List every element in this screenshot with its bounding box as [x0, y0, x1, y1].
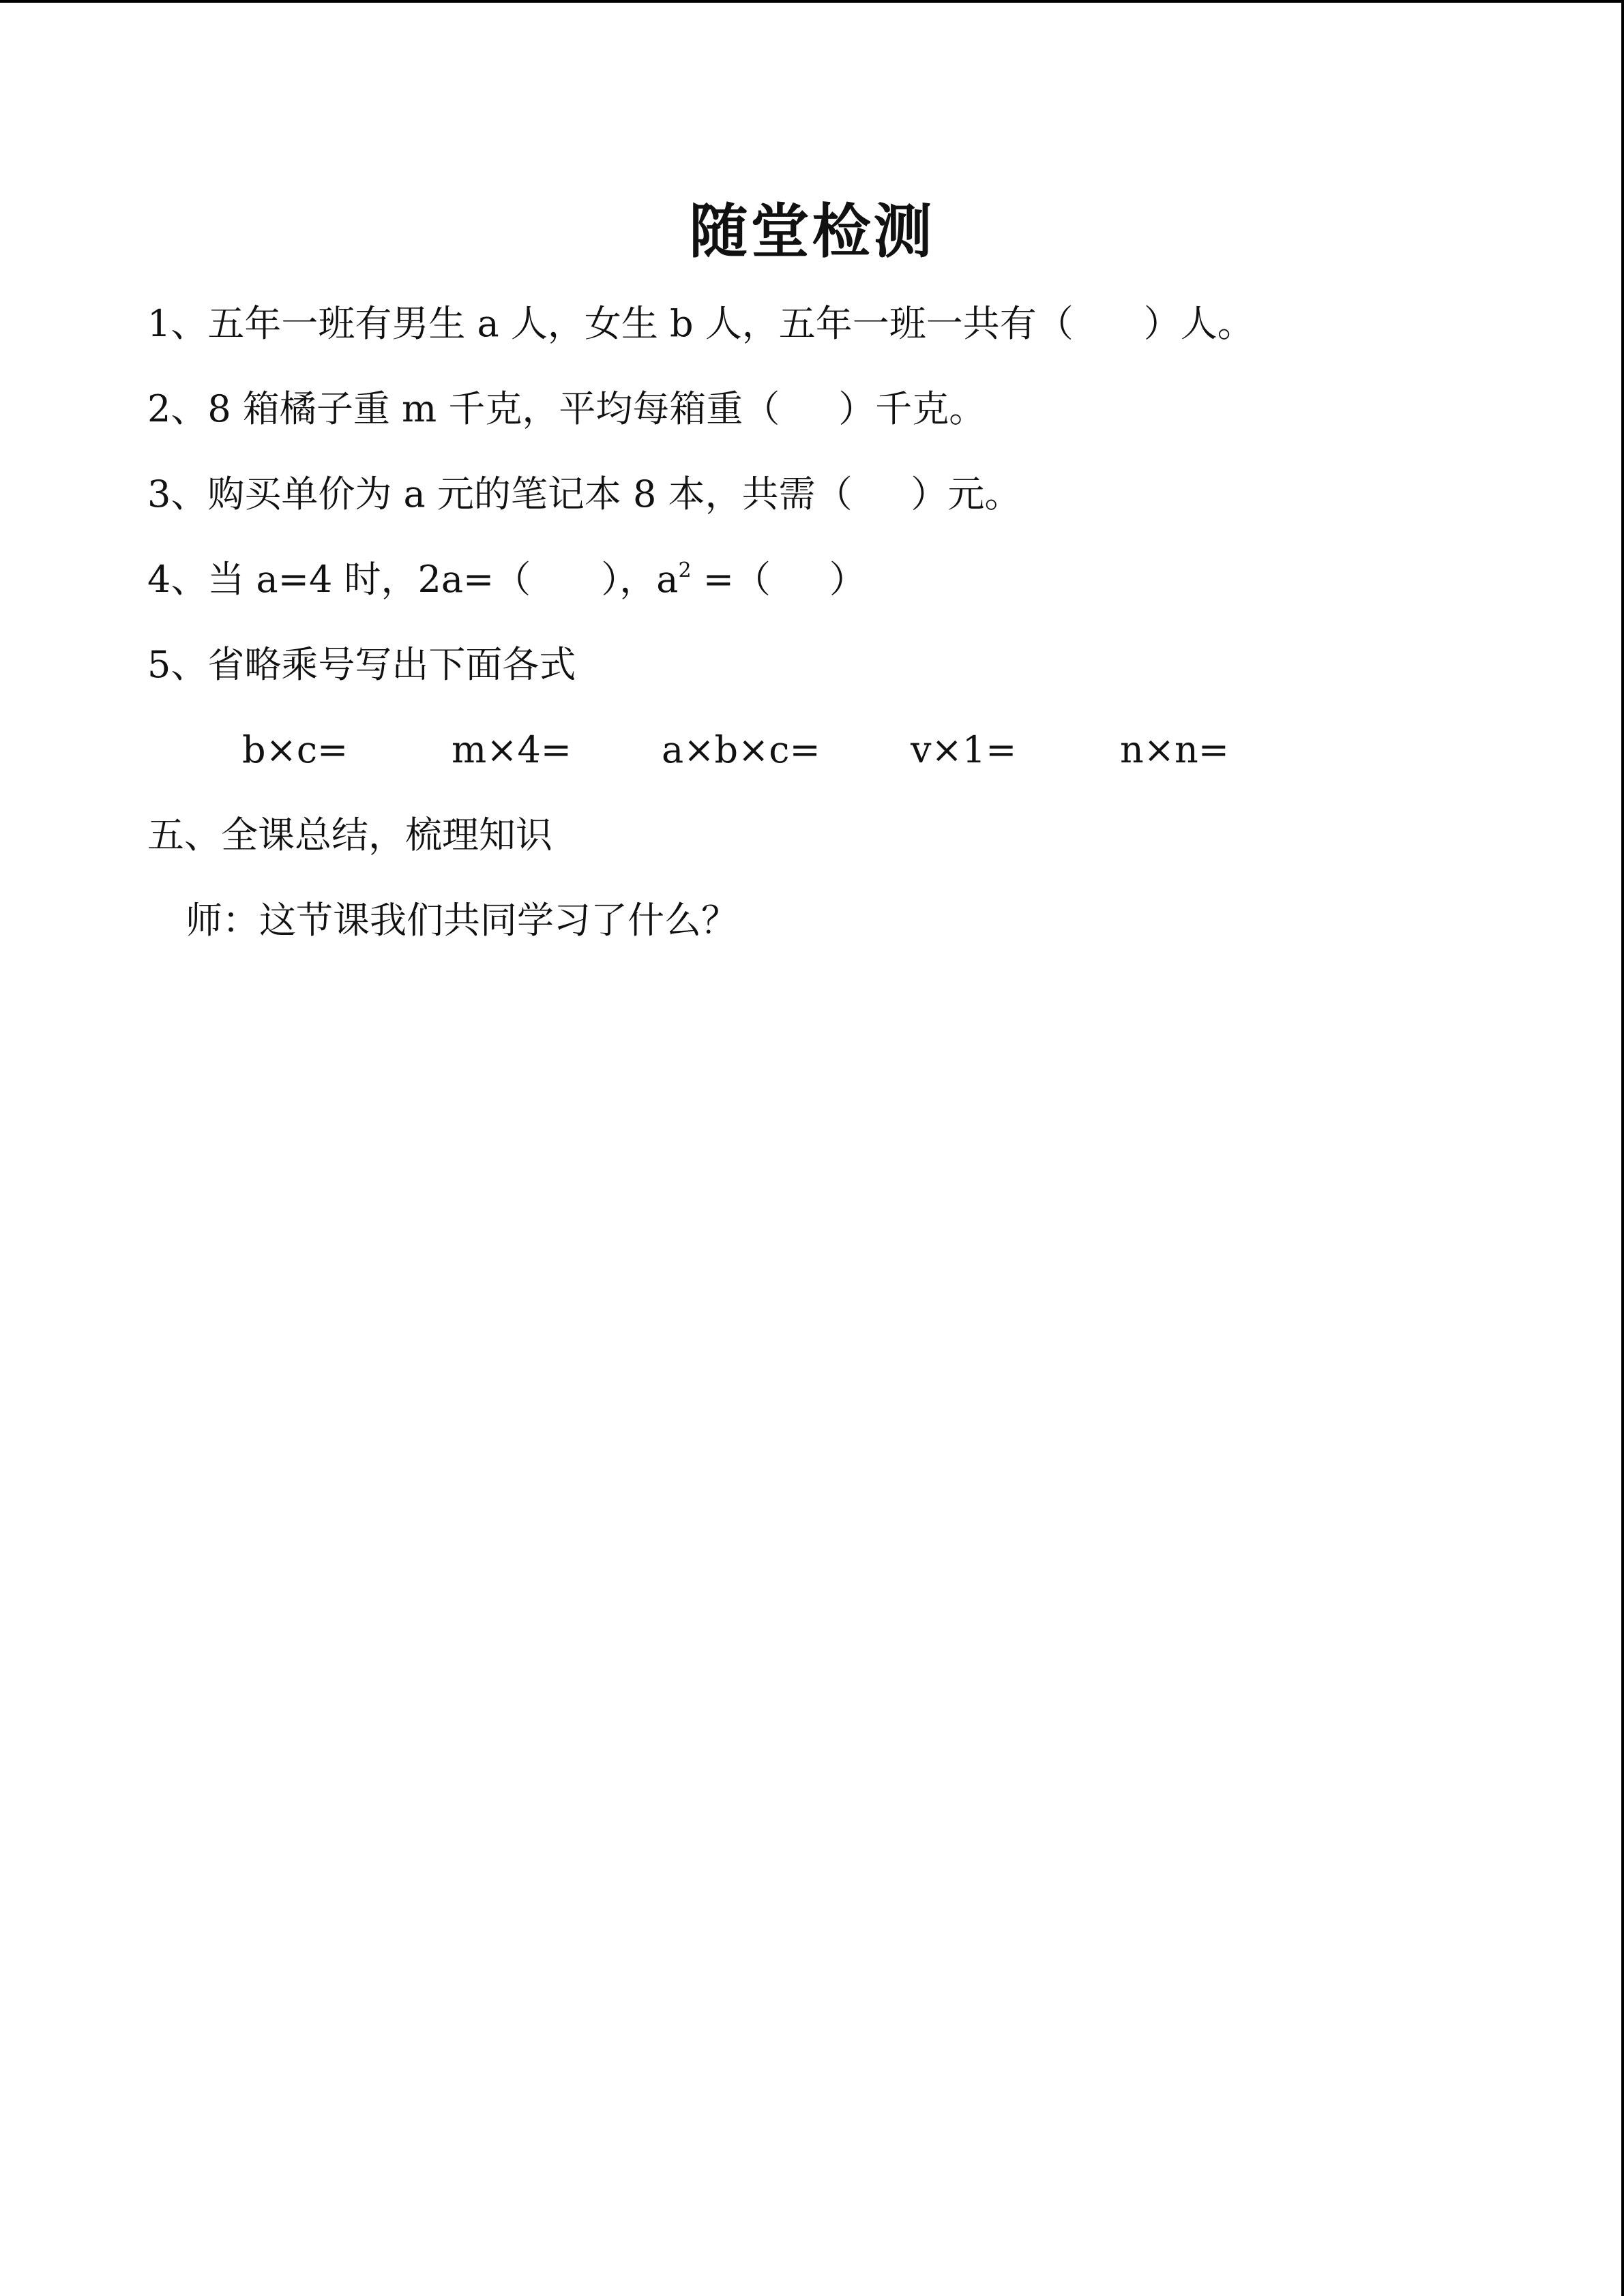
page-title: 随堂检测 [689, 198, 935, 266]
expression-list [0, 726, 1624, 774]
expression-item: n×n= [1120, 728, 1230, 771]
question-4-text-a: 4、当 a=4 时，2a=（ ），a [147, 558, 679, 601]
question-4 [147, 556, 866, 603]
section-heading: 五、全课总结，梳理知识 [147, 814, 552, 856]
page-right-border [1621, 0, 1624, 2296]
expression-item: v×1= [911, 728, 1017, 771]
question-4-exponent: 2 [678, 558, 692, 582]
expression-item: m×4= [452, 728, 572, 771]
question-3: 3、购买单价为 a 元的笔记本 8 本，共需（ ）元。 [147, 473, 1022, 516]
expression-item: a×b×c= [662, 728, 821, 771]
teacher-question: 师：这节课我们共同学习了什么？ [186, 899, 738, 942]
expression-item: b×c= [242, 728, 349, 771]
question-2: 2、8 箱橘子重 m 千克，平均每箱重（ ）千克。 [147, 387, 986, 430]
question-4-text-b: =（ ） [691, 558, 866, 601]
question-5: 5、省略乘号写出下面各式 [147, 643, 576, 686]
question-1: 1、五年一班有男生 a 人，女生 b 人，五年一班一共有（ ）人。 [147, 302, 1254, 345]
page-top-border [0, 0, 1624, 3]
